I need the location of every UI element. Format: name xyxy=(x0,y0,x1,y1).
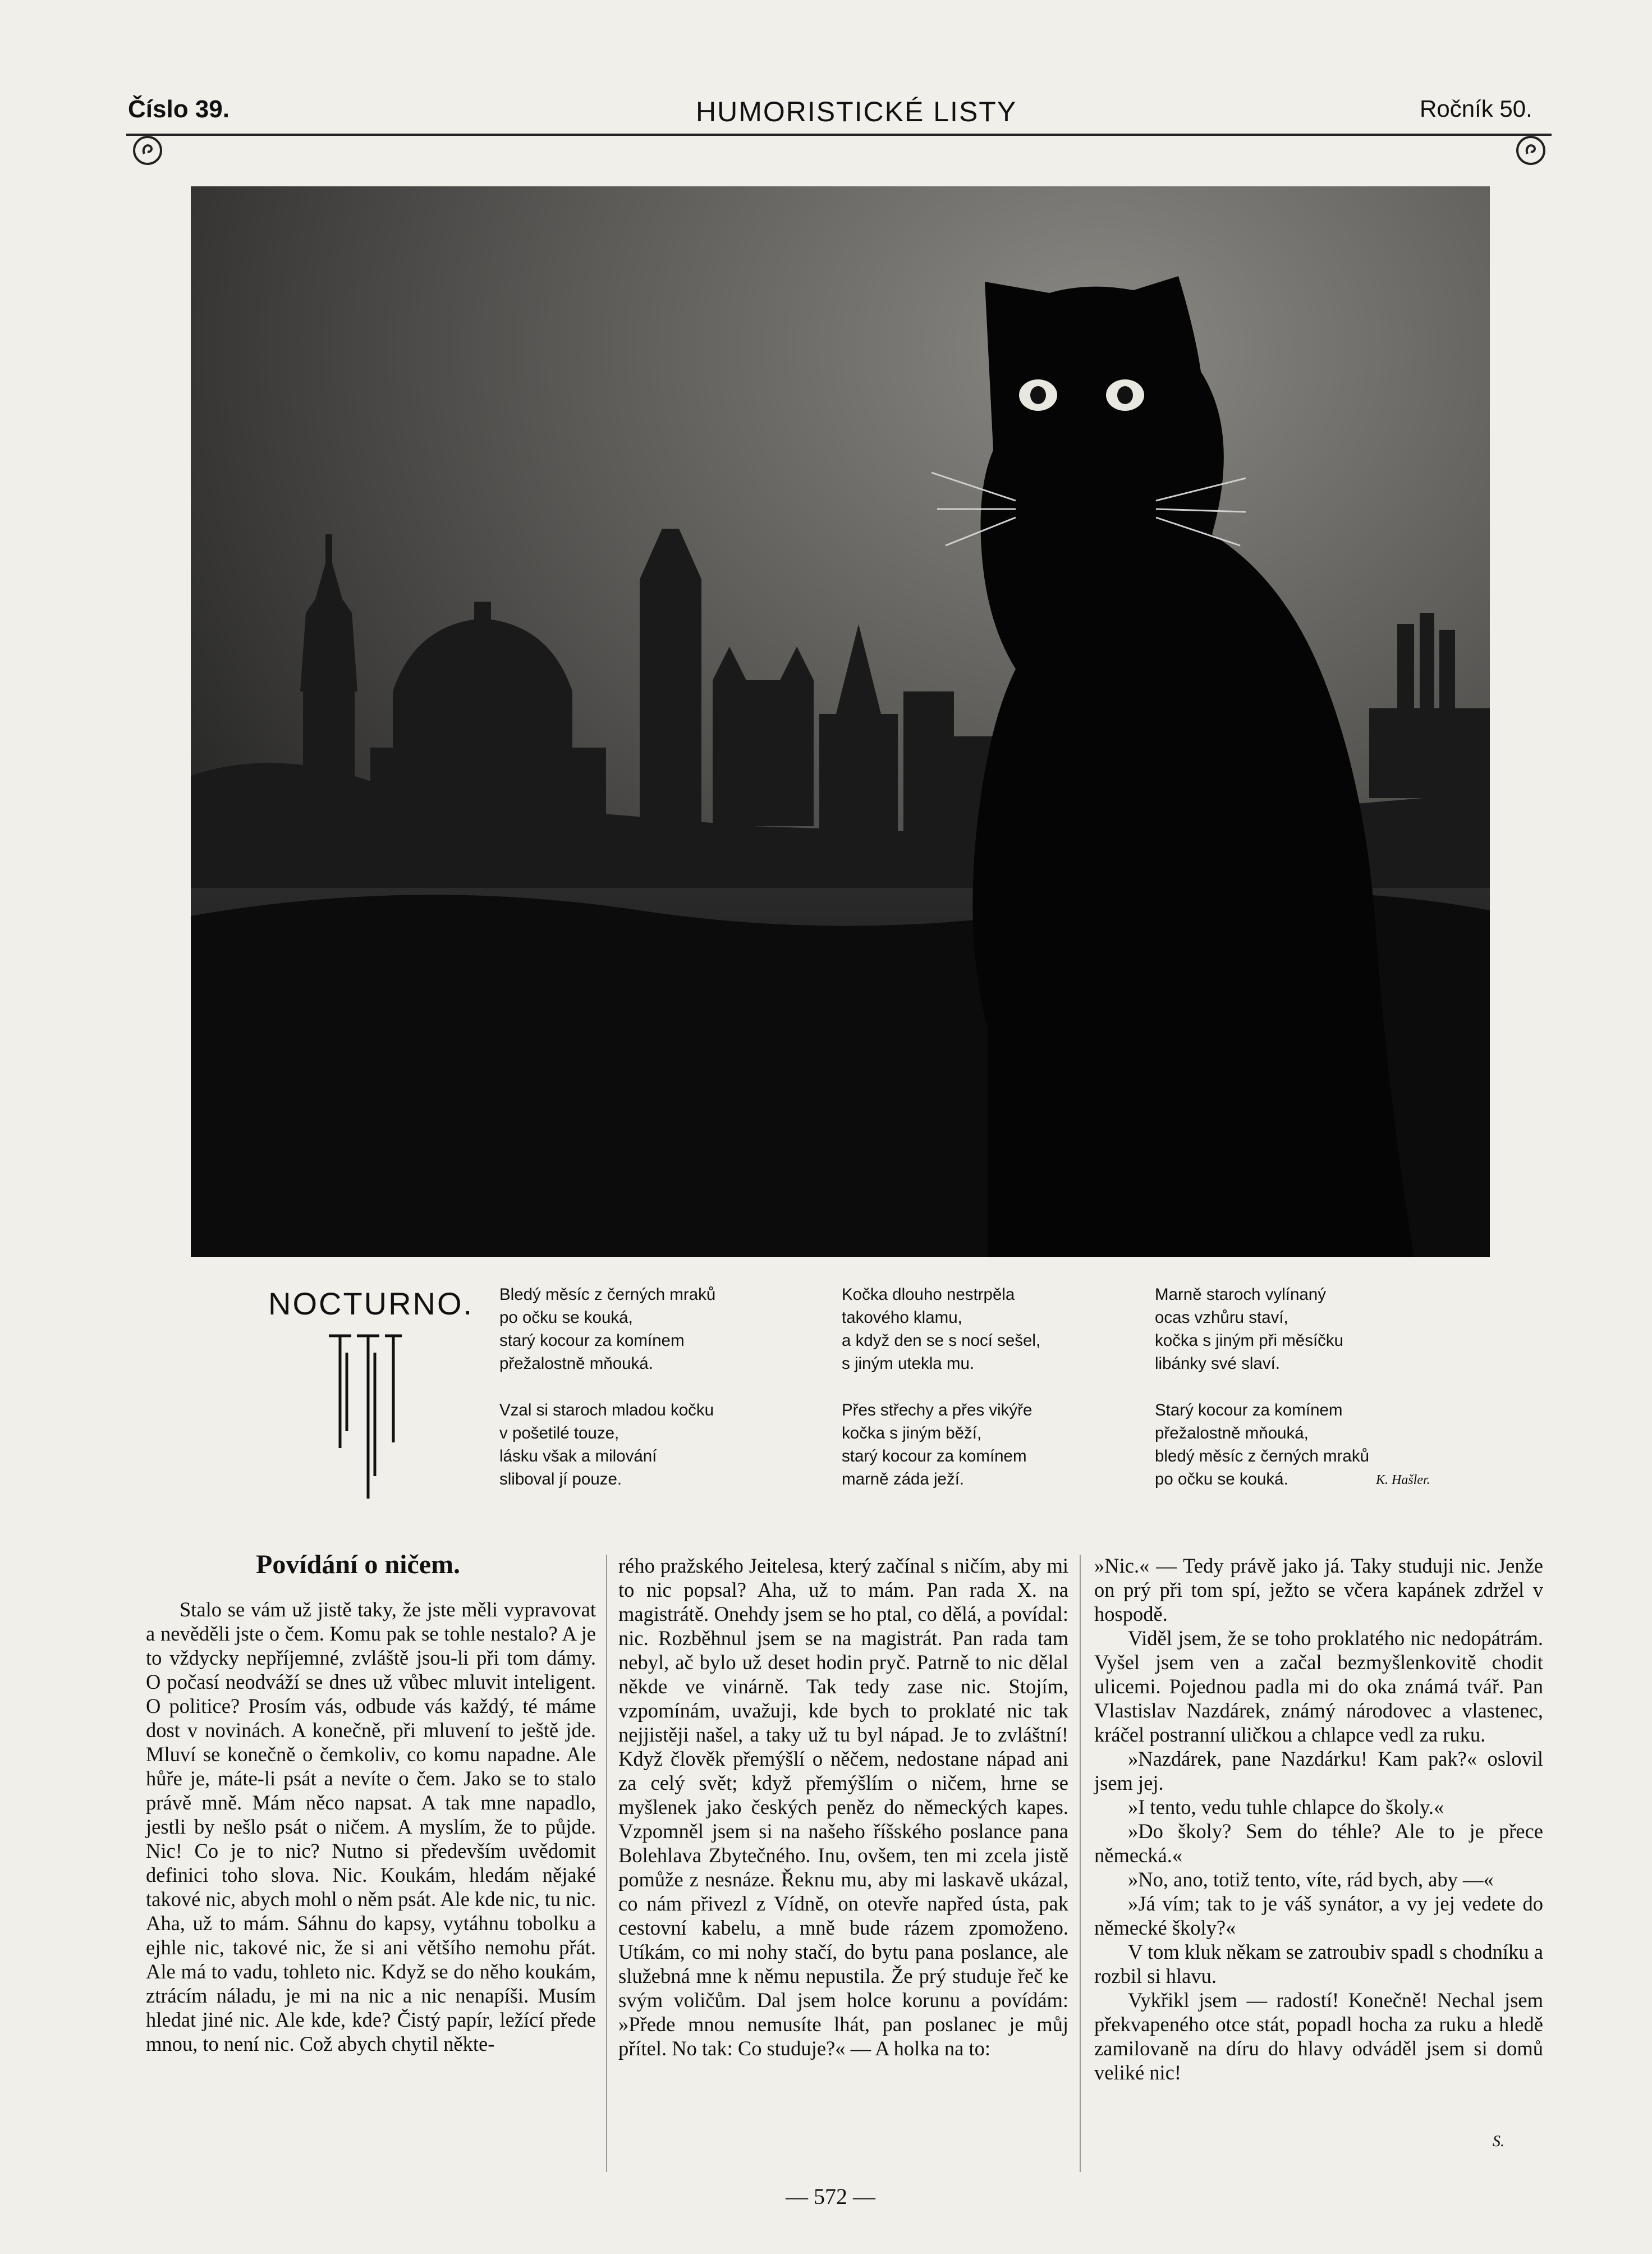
poem-stanza-2: Vzal si staroch mladou kočku v pošetilé touze, lásku však a milování sliboval jí pouze. xyxy=(499,1401,714,1488)
poem-stanza-6: Starý kocour za komínem přežalostně mňouká, bledý měsíc z černých mraků po očku se kouká. xyxy=(1155,1401,1369,1488)
article-paragraph: »No, ano, totiž tento, víte, rád bych, aby —« xyxy=(1128,1868,1494,1891)
article-paragraph: »Já vím; tak to je váš synátor, a vy jej vedete do německé školy?« xyxy=(1094,1892,1543,1939)
column-divider xyxy=(606,1555,607,2172)
article-paragraph: »Nic.« — Tedy právě jako já. Taky studuji nic. Jenže on prý při tom spí, ježto se včera kapánek zdržel v hospodě. xyxy=(1094,1554,1543,1625)
poem-stanza-3: Kočka dlouho nestrpěla takového klamu, a když den se s nocí sešel, s jiným utekla mu. xyxy=(842,1285,1041,1373)
article-column-1 xyxy=(146,1597,596,2056)
article-paragraph: »Nazdárek, pane Nazdárku! Kam pak?« oslovil jsem jej. xyxy=(1094,1747,1543,1794)
poem-title: NOCTURNO. xyxy=(268,1286,474,1321)
column-divider xyxy=(1080,1555,1081,2172)
issue-number: Číslo 39. xyxy=(128,95,230,123)
article-paragraph: rého pražského Jeitelesa, který začínal s ničím, aby mi to nic popsal? Aha, už to mám. Pan rada X. na magistrátě. Onehdy jsem se ho ptal, co dělá, a povídal: nic. Rozběhnul jsem se na magistrát. Pan rada tam nebyl, ač bylo už deset hodin pryč. Patrně to nic dělal někde ve vinárně. Tak tedy zase nic. Stojím, vzpomínám, uvažuji, kde bych to proklaté nic tak nejjistěji našel, a taky už tu byl nápad. Je to zvláštní! Když člověk přemýšlí o něčem, nedostane nápad ani za celý svět; když přemýšlím o ničem, hrne se myšlenek jako českých peněz do německých kapes. Vzpomněl jsem si na našeho říšského poslance pana Bolehlava Zbytečného. Inu, ovšem, ten mi zcela jistě pomůže z nesnáze. Řeknu mu, aby mi laskavě ukázal, co nám přivezl z Vídně, on otevře napřed ústa, pak cestovní kabelu, a mně bude rázem zpomoženo. Utíkám, co mi nohy stačí, do bytu pana poslance, ale služebná mne k němu nepustila. Že prý studuje řeč ke svým voličům. Dal jsem holce korunu a povídám: »Přede mnou nemusíte lhát, pan poslanec je můj přítel. No tak: Co studuje?« — A holka na to: xyxy=(618,1554,1068,2060)
magazine-title: HUMORISTICKÉ LISTY xyxy=(696,96,1017,127)
volume-number: Ročník 50. xyxy=(1420,95,1532,122)
article-column-3 xyxy=(1094,1554,1543,2085)
header-ornament-right-icon xyxy=(1515,135,1547,166)
candles-ornament-icon xyxy=(318,1330,407,1499)
article-paragraph: Stalo se vám už jistě taky, že jste měli vypravovat a nevěděli jste o čem. Komu pak se tohle nestalo? A je to vždycky nepříjemné, zvláště jsou-li při tom dámy. O počasí neodváží se dnes už vůbec mluvit inteligent. O politice? Prosím vás, odbude vás každý, té máme dost v novinách. A konečně, při mluvení to ještě jde. Mluví se konečně o čemkoliv, co komu napadne. Ale hůře je, máte-li psát a nevíte o čem. Jako se to stalo právě mně. Mám něco napsat. A tak mne napadlo, jestli by nešlo psát o ničem. A myslím, že to půjde. Nic! Co je to nic? Nutno si především uvědomit definici toho slova. Nic. Koukám, hledám nějaké takové nic, abych mohl o něm psát. Ale kde nic, tu nic. Aha, už to mám. Sáhnu do kapsy, vytáhnu tobolku a ejhle nic, takové nic, že si ani většího nemohu přát. Ale má to vadu, tohleto nic. Když se do něho koukám, ztrácím náladu, je mi na nic a nic nenapíši. Musím hledat jiné nic. Ale kde, kde? Čistý papír, ležící přede mnou, to není nic. Což abych chytil někte- xyxy=(146,1598,596,2055)
article-paragraph: »I tento, vedu tuhle chlapce do školy.« xyxy=(1128,1795,1444,1818)
article-signature: S. xyxy=(1493,2133,1504,2150)
article-paragraph: »Do školy? Sem do téhle? Ale to je přece německá.« xyxy=(1094,1820,1543,1867)
poem-author: K. Hašler. xyxy=(1376,1473,1430,1487)
poem-stanza-5: Marně staroch vylínaný ocas vzhůru staví, kočka s jiným při měsíčku libánky své slaví. xyxy=(1155,1285,1344,1373)
article-paragraph: Vykřikl jsem — radostí! Konečně! Nechal jsem překvapeného otce stát, popadl hocha za ruku a hledě zamilovaně na díru do hlavy odváděl jsem si domů veliké nic! xyxy=(1094,1989,1543,2084)
article-column-2 xyxy=(618,1554,1068,2060)
header-ornament-left-icon xyxy=(132,135,163,166)
poem-stanza-1: Bledý měsíc z černých mraků po očku se kouká, starý kocour za komínem přežalostně mňouká. xyxy=(499,1285,716,1373)
black-cat-illustration xyxy=(191,186,1490,1257)
article-paragraph: Viděl jsem, že se toho proklatého nic nedopátrám. Vyšel jsem ven a začal bezmyšlenkovitě chodit ulicemi. Pojednou padla mi do oka známá tvář. Pan Vlastislav Nazdárek, známý národovec a vlastenec, kráčel postranní uličkou a chlapce vedl za ruku. xyxy=(1094,1627,1543,1746)
article-paragraph: V tom kluk někam se zatroubiv spadl s chodníku a rozbil si hlavu. xyxy=(1094,1940,1543,1987)
article-title: Povídání o ničem. xyxy=(256,1550,461,1579)
poem-stanza-4: Přes střechy a přes vikýře kočka s jiným běží, starý kocour za komínem marně záda ježí. xyxy=(842,1401,1032,1488)
page-number: — 572 — xyxy=(786,2184,875,2209)
header-rule xyxy=(126,134,1552,136)
